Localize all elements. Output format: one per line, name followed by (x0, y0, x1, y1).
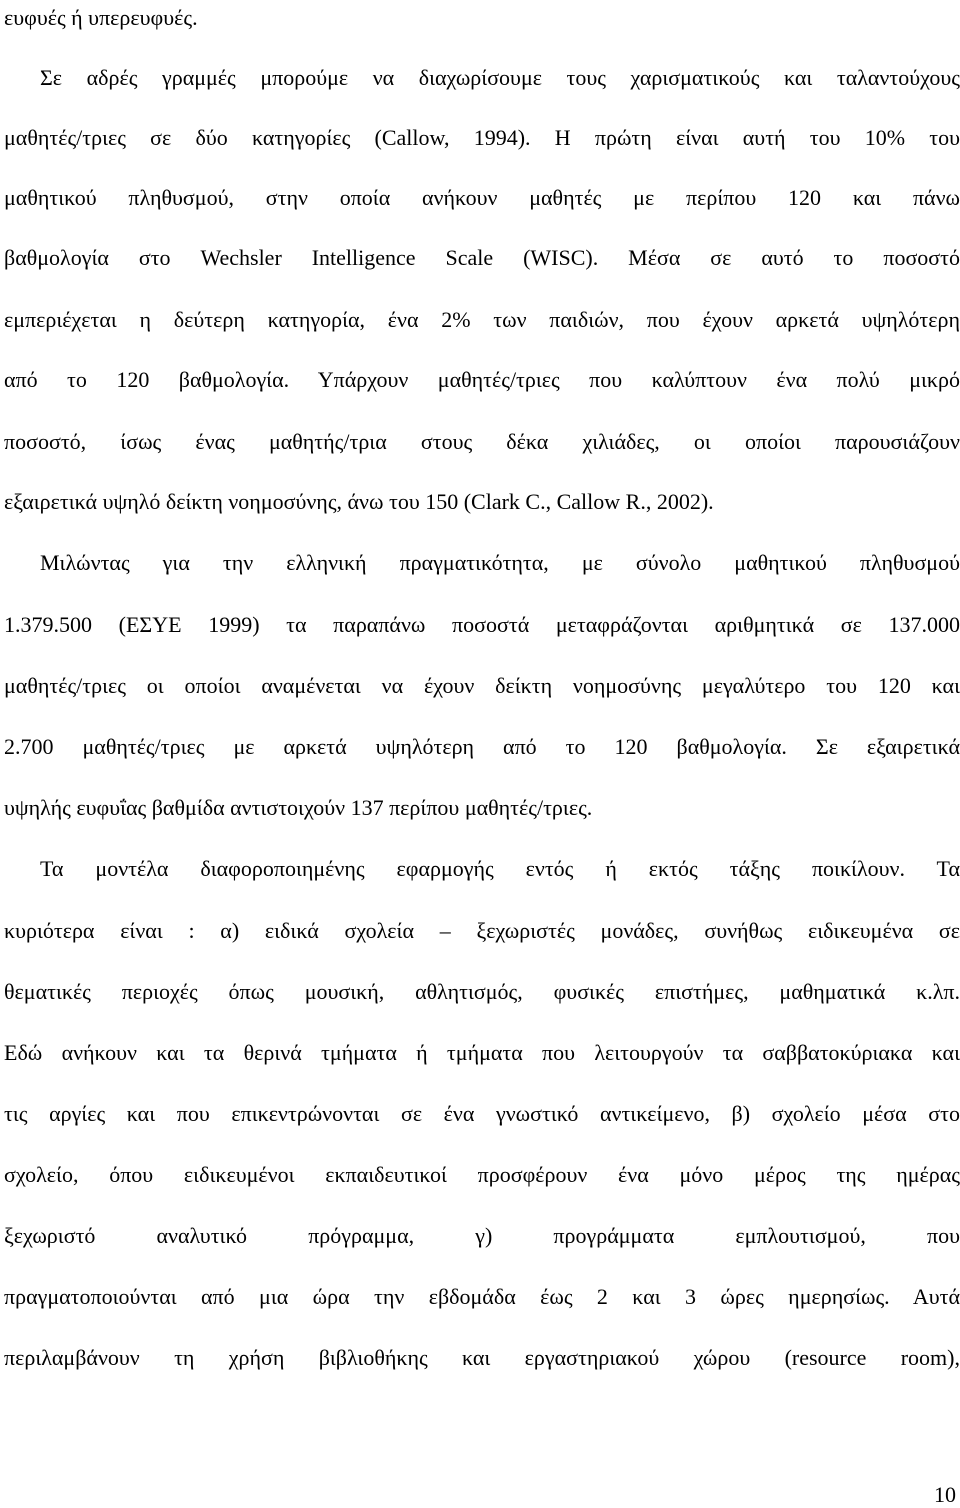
text-line: Μιλώντας για την ελληνική πραγματικότητα, με σύνολο μαθητικού πληθυσμού (40, 550, 960, 575)
page-number: 10 (934, 1482, 956, 1507)
text-line: υψηλής ευφυΐας βαθμίδα αντιστοιχούν 137 περίπου μαθητές/τριες. (4, 795, 593, 820)
text-line: μαθητές/τριες οι οποίοι αναμένεται να έχουν δείκτη νοημοσύνης μεγαλύτερο του 120 και (4, 673, 960, 698)
text-line: Σε αδρές γραμμές μπορούμε να διαχωρίσουμε τους χαρισματικούς και ταλαντούχους (40, 65, 960, 90)
text-line: τις αργίες και που επικεντρώνονται σε ένα γνωστικό αντικείμενο, β) σχολείο μέσα στο (4, 1101, 960, 1126)
text-line: ευφυές ή υπερευφυές. (4, 5, 198, 30)
text-line: σχολείο, όπου ειδικευμένοι εκπαιδευτικοί προσφέρουν ένα μόνο μέρος της ημέρας (4, 1162, 960, 1187)
text-line: βαθμολογία στο Wechsler Intelligence Scale (WISC). Μέσα σε αυτό το ποσοστό (4, 245, 960, 270)
text-line: θεματικές περιοχές όπως μουσική, αθλητισμός, φυσικές επιστήμες, μαθηματικά κ.λπ. (4, 979, 960, 1004)
text-line: κυριότερα είναι : α) ειδικά σχολεία – ξεχωριστές μονάδες, συνήθως ειδικευμένα σε (4, 918, 960, 943)
text-line: μαθητικού πληθυσμού, στην οποία ανήκουν μαθητές με περίπου 120 και πάνω (4, 185, 960, 210)
text-line: Τα μοντέλα διαφοροποιημένης εφαρμογής εντός ή εκτός τάξης ποικίλουν. Τα (40, 856, 960, 881)
text-line: μαθητές/τριες σε δύο κατηγορίες (Callow, 1994). Η πρώτη είναι αυτή του 10% του (4, 125, 960, 150)
text-line: εμπεριέχεται η δεύτερη κατηγορία, ένα 2% των παιδιών, που έχουν αρκετά υψηλότερη (4, 307, 960, 332)
text-line: πραγματοποιούνται από μια ώρα την εβδομάδα έως 2 και 3 ώρες ημερησίως. Αυτά (4, 1284, 960, 1309)
text-line: από το 120 βαθμολογία. Υπάρχουν μαθητές/τριες που καλύπτουν ένα πολύ μικρό (4, 367, 960, 392)
text-line: εξαιρετικά υψηλό δείκτη νοημοσύνης, άνω του 150 (Clark C., Callow R., 2002). (4, 489, 714, 514)
text-line: 2.700 μαθητές/τριες με αρκετά υψηλότερη από το 120 βαθμολογία. Σε εξαιρετικά (4, 734, 960, 759)
text-line: ποσοστό, ίσως ένας μαθητής/τρια στους δέκα χιλιάδες, οι οποίοι παρουσιάζουν (4, 429, 960, 454)
text-line: ξεχωριστό αναλυτικό πρόγραμμα, γ) προγράμματα εμπλουτισμού, που (4, 1223, 960, 1248)
text-line: 1.379.500 (ΕΣΥΕ 1999) τα παραπάνω ποσοστά μεταφράζονται αριθμητικά σε 137.000 (4, 612, 960, 637)
text-line: Εδώ ανήκουν και τα θερινά τμήματα ή τμήματα που λειτουργούν τα σαββατοκύριακα και (4, 1040, 960, 1065)
text-line: περιλαμβάνουν τη χρήση βιβλιοθήκης και εργαστηριακού χώρου (resource room), (4, 1345, 960, 1370)
